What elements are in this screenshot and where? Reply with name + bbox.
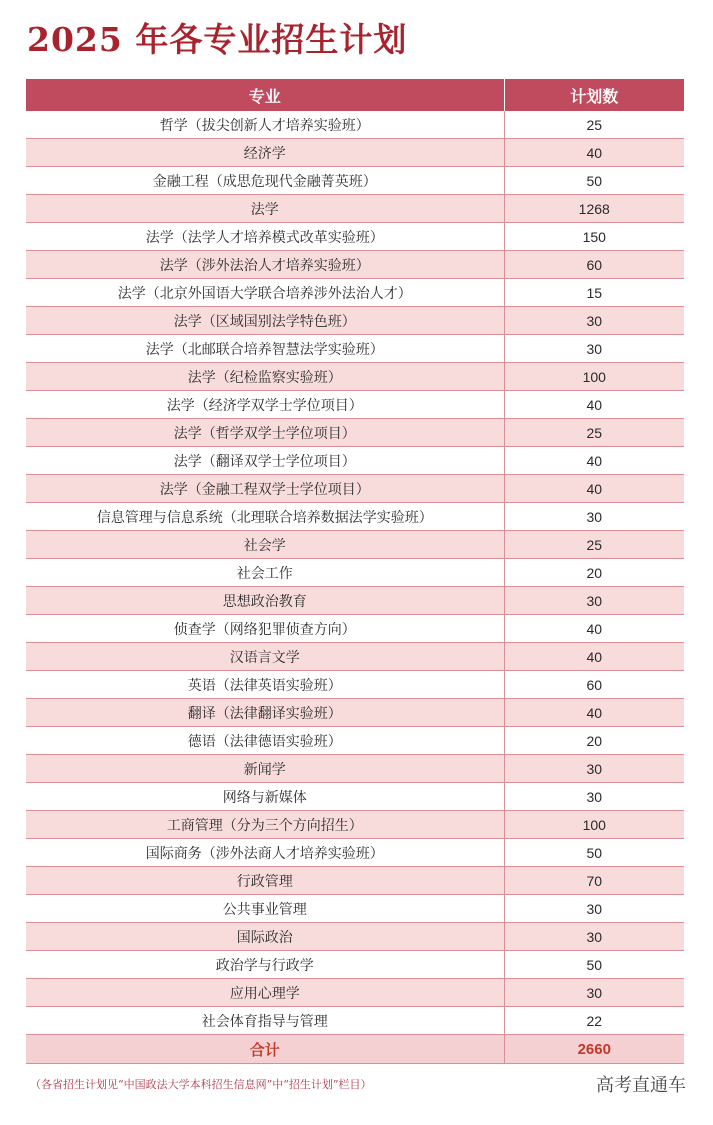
table-row bbox=[26, 111, 684, 139]
count-cell: 100 bbox=[504, 811, 684, 839]
count-cell: 25 bbox=[504, 531, 684, 559]
major-cell: 金融工程（成思危现代金融菁英班） bbox=[26, 167, 504, 195]
table-row bbox=[26, 727, 684, 755]
total-label: 合计 bbox=[26, 1035, 504, 1064]
major-cell: 思想政治教育 bbox=[26, 587, 504, 615]
table-row bbox=[26, 979, 684, 1007]
count-cell: 30 bbox=[504, 587, 684, 615]
table-row bbox=[26, 867, 684, 895]
major-cell: 社会学 bbox=[26, 531, 504, 559]
count-cell: 22 bbox=[504, 1007, 684, 1035]
table-row bbox=[26, 895, 684, 923]
table-header-row bbox=[26, 79, 684, 111]
table-row bbox=[26, 643, 684, 671]
count-cell: 40 bbox=[504, 615, 684, 643]
major-cell: 法学（经济学双学士学位项目） bbox=[26, 391, 504, 419]
major-cell: 工商管理（分为三个方向招生） bbox=[26, 811, 504, 839]
count-cell: 30 bbox=[504, 755, 684, 783]
count-cell: 30 bbox=[504, 783, 684, 811]
major-cell: 政治学与行政学 bbox=[26, 951, 504, 979]
table-row bbox=[26, 419, 684, 447]
table-row bbox=[26, 475, 684, 503]
major-cell: 汉语言文学 bbox=[26, 643, 504, 671]
page-title: 2025 年各专业招生计划 bbox=[27, 20, 408, 59]
count-cell: 50 bbox=[504, 839, 684, 867]
count-cell: 30 bbox=[504, 895, 684, 923]
count-cell: 100 bbox=[504, 363, 684, 391]
major-cell: 侦查学（网络犯罪侦查方向） bbox=[26, 615, 504, 643]
major-cell: 社会体育指导与管理 bbox=[26, 1007, 504, 1035]
major-cell: 法学（哲学双学士学位项目） bbox=[26, 419, 504, 447]
table-row bbox=[26, 531, 684, 559]
enrollment-plan-table bbox=[26, 79, 684, 1064]
table-row bbox=[26, 251, 684, 279]
count-cell: 40 bbox=[504, 447, 684, 475]
major-cell: 应用心理学 bbox=[26, 979, 504, 1007]
total-value: 2660 bbox=[504, 1035, 684, 1064]
enrollment-plan-table-container bbox=[26, 79, 684, 1064]
count-cell: 25 bbox=[504, 111, 684, 139]
count-cell: 150 bbox=[504, 223, 684, 251]
table-row bbox=[26, 615, 684, 643]
footnote: （各省招生计划见“中国政法大学本科招生信息网”中“招生计划”栏目） bbox=[30, 1078, 372, 1091]
count-cell: 40 bbox=[504, 643, 684, 671]
count-cell: 30 bbox=[504, 923, 684, 951]
major-cell: 翻译（法律翻译实验班） bbox=[26, 699, 504, 727]
table-row bbox=[26, 671, 684, 699]
count-cell: 50 bbox=[504, 167, 684, 195]
table-row bbox=[26, 167, 684, 195]
table-row bbox=[26, 1007, 684, 1035]
table-row bbox=[26, 447, 684, 475]
major-cell: 法学（翻译双学士学位项目） bbox=[26, 447, 504, 475]
total-row bbox=[26, 1035, 684, 1064]
table-row bbox=[26, 139, 684, 167]
table-row bbox=[26, 923, 684, 951]
count-cell: 40 bbox=[504, 699, 684, 727]
table-row bbox=[26, 699, 684, 727]
major-cell: 网络与新媒体 bbox=[26, 783, 504, 811]
count-cell: 20 bbox=[504, 559, 684, 587]
table-row bbox=[26, 503, 684, 531]
table-row bbox=[26, 307, 684, 335]
watermark-text: 高考直通车 bbox=[596, 1075, 686, 1095]
table-row bbox=[26, 951, 684, 979]
table-row bbox=[26, 223, 684, 251]
major-cell: 社会工作 bbox=[26, 559, 504, 587]
major-cell: 法学（北邮联合培养智慧法学实验班） bbox=[26, 335, 504, 363]
count-cell: 70 bbox=[504, 867, 684, 895]
count-cell: 30 bbox=[504, 979, 684, 1007]
major-cell: 法学（北京外国语大学联合培养涉外法治人才） bbox=[26, 279, 504, 307]
table-row bbox=[26, 783, 684, 811]
count-cell: 40 bbox=[504, 391, 684, 419]
major-cell: 新闻学 bbox=[26, 755, 504, 783]
major-cell: 信息管理与信息系统（北理联合培养数据法学实验班） bbox=[26, 503, 504, 531]
count-cell: 15 bbox=[504, 279, 684, 307]
major-cell: 行政管理 bbox=[26, 867, 504, 895]
count-cell: 30 bbox=[504, 335, 684, 363]
major-cell: 法学（金融工程双学士学位项目） bbox=[26, 475, 504, 503]
major-cell: 法学（纪检监察实验班） bbox=[26, 363, 504, 391]
major-cell: 法学（区域国别法学特色班） bbox=[26, 307, 504, 335]
major-cell: 国际政治 bbox=[26, 923, 504, 951]
count-cell: 30 bbox=[504, 307, 684, 335]
table-row bbox=[26, 335, 684, 363]
table-row bbox=[26, 755, 684, 783]
column-header-major: 专业 bbox=[26, 79, 504, 111]
table-row bbox=[26, 587, 684, 615]
major-cell: 德语（法律德语实验班） bbox=[26, 727, 504, 755]
table-row bbox=[26, 195, 684, 223]
count-cell: 40 bbox=[504, 475, 684, 503]
table-row bbox=[26, 363, 684, 391]
table-row bbox=[26, 811, 684, 839]
major-cell: 国际商务（涉外法商人才培养实验班） bbox=[26, 839, 504, 867]
major-cell: 英语（法律英语实验班） bbox=[26, 671, 504, 699]
table-row bbox=[26, 559, 684, 587]
major-cell: 法学 bbox=[26, 195, 504, 223]
major-cell: 哲学（拔尖创新人才培养实验班） bbox=[26, 111, 504, 139]
count-cell: 50 bbox=[504, 951, 684, 979]
major-cell: 公共事业管理 bbox=[26, 895, 504, 923]
column-header-count: 计划数 bbox=[504, 79, 684, 111]
count-cell: 60 bbox=[504, 251, 684, 279]
count-cell: 20 bbox=[504, 727, 684, 755]
count-cell: 1268 bbox=[504, 195, 684, 223]
table-row bbox=[26, 279, 684, 307]
major-cell: 法学（涉外法治人才培养实验班） bbox=[26, 251, 504, 279]
major-cell: 法学（法学人才培养模式改革实验班） bbox=[26, 223, 504, 251]
count-cell: 60 bbox=[504, 671, 684, 699]
count-cell: 25 bbox=[504, 419, 684, 447]
count-cell: 30 bbox=[504, 503, 684, 531]
table-row bbox=[26, 839, 684, 867]
major-cell: 经济学 bbox=[26, 139, 504, 167]
table-row bbox=[26, 391, 684, 419]
count-cell: 40 bbox=[504, 139, 684, 167]
